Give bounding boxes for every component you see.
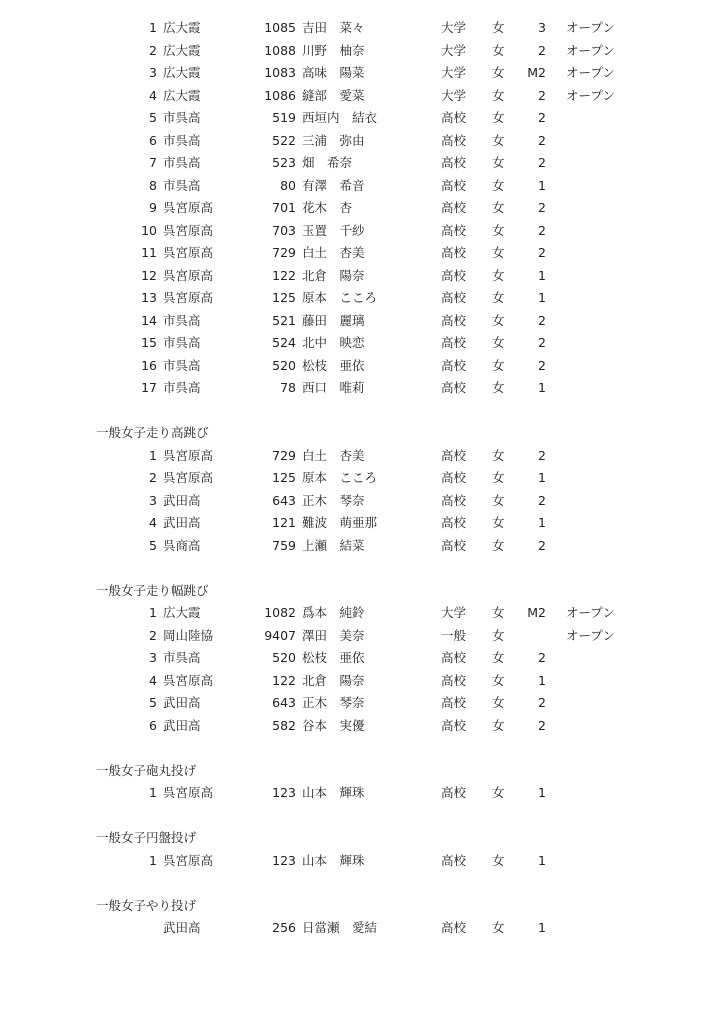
entry-sex: 女 bbox=[492, 335, 505, 350]
event-heading: 一般女子砲丸投げ bbox=[96, 762, 197, 778]
entry-row bbox=[0, 851, 724, 871]
entry-team: 呉宮原高 bbox=[163, 785, 214, 800]
entry-grade: 2 bbox=[538, 335, 546, 350]
entry-team: 呉宮原高 bbox=[163, 245, 214, 260]
entry-name: 正木 琴奈 bbox=[302, 695, 365, 710]
entry-team: 広大霞 bbox=[163, 20, 201, 35]
entry-row bbox=[0, 468, 724, 488]
entry-row bbox=[0, 221, 724, 241]
entry-grade: 1 bbox=[538, 515, 546, 530]
entry-sex: 女 bbox=[492, 717, 505, 733]
entry-category: 高校 bbox=[441, 650, 467, 665]
entry-bib: 519 bbox=[272, 110, 296, 125]
entry-number: 6 bbox=[149, 717, 157, 733]
entry-category: 高校 bbox=[441, 200, 467, 215]
entry-number: 3 bbox=[149, 492, 157, 508]
entry-grade: 2 bbox=[538, 357, 546, 373]
entry-row bbox=[0, 603, 724, 623]
entry-bib: 729 bbox=[272, 447, 296, 463]
entry-bib: 80 bbox=[280, 177, 296, 193]
entry-sex: 女 bbox=[492, 785, 505, 800]
entry-team: 市呉高 bbox=[163, 110, 201, 125]
entry-row bbox=[0, 63, 724, 83]
entry-sex: 女 bbox=[492, 177, 505, 193]
entry-category: 大学 bbox=[441, 20, 467, 35]
entry-grade: 1 bbox=[538, 290, 546, 305]
entry-category: 高校 bbox=[441, 447, 467, 463]
entry-sex: 女 bbox=[492, 605, 505, 620]
entry-number: 6 bbox=[149, 132, 157, 148]
entry-bib: 729 bbox=[272, 245, 296, 260]
entry-sex: 女 bbox=[492, 695, 505, 710]
entry-grade: 2 bbox=[538, 132, 546, 148]
entry-number: 8 bbox=[149, 177, 157, 193]
entry-sex: 女 bbox=[492, 312, 505, 328]
entry-category: 高校 bbox=[441, 357, 467, 373]
entry-note: オープン bbox=[566, 605, 615, 620]
entry-team: 武田高 bbox=[163, 717, 201, 733]
entry-row bbox=[0, 693, 724, 713]
entry-team: 武田高 bbox=[163, 695, 201, 710]
entry-grade: 1 bbox=[538, 177, 546, 193]
entry-grade: 2 bbox=[538, 42, 546, 58]
entry-bib: 582 bbox=[272, 717, 296, 733]
entry-row bbox=[0, 671, 724, 691]
entry-bib: 643 bbox=[272, 492, 296, 508]
entry-sex: 女 bbox=[492, 222, 505, 238]
entry-sex: 女 bbox=[492, 20, 505, 35]
entry-name: 松枝 亜依 bbox=[302, 650, 365, 665]
entry-row bbox=[0, 288, 724, 308]
entry-name: 縫部 愛菜 bbox=[302, 87, 365, 103]
entry-category: 高校 bbox=[441, 515, 467, 530]
entry-name: 白土 杏美 bbox=[302, 245, 365, 260]
entry-category: 高校 bbox=[441, 177, 467, 193]
entry-name: 川野 柚奈 bbox=[302, 42, 365, 58]
entry-number: 2 bbox=[149, 42, 157, 58]
event-heading: 一般女子走り高跳び bbox=[96, 425, 209, 440]
entry-category: 高校 bbox=[441, 492, 467, 508]
entry-team: 武田高 bbox=[163, 920, 201, 935]
entry-row bbox=[0, 41, 724, 61]
entry-row bbox=[0, 18, 724, 38]
entry-number: 3 bbox=[149, 650, 157, 665]
entry-name: 藤田 麗璃 bbox=[302, 312, 365, 328]
entry-bib: 520 bbox=[272, 650, 296, 665]
entry-team: 武田高 bbox=[163, 515, 201, 530]
entry-grade: 2 bbox=[538, 695, 546, 710]
entry-sex: 女 bbox=[492, 42, 505, 58]
entry-bib: 701 bbox=[272, 200, 296, 215]
entry-row bbox=[0, 333, 724, 353]
entry-grade: 2 bbox=[538, 650, 546, 665]
entry-bib: 1082 bbox=[264, 605, 296, 620]
entry-bib: 1086 bbox=[264, 87, 296, 103]
entry-number: 12 bbox=[141, 267, 157, 283]
entry-row bbox=[0, 491, 724, 511]
entry-bib: 123 bbox=[272, 785, 296, 800]
entry-category: 高校 bbox=[441, 920, 467, 935]
entry-grade: M2 bbox=[527, 605, 546, 620]
entry-number: 1 bbox=[149, 852, 157, 868]
entry-team: 呉宮原高 bbox=[163, 470, 214, 485]
entry-team: 市呉高 bbox=[163, 155, 201, 170]
entry-number: 2 bbox=[149, 627, 157, 643]
entry-sex: 女 bbox=[492, 245, 505, 260]
entry-category: 大学 bbox=[441, 605, 467, 620]
entry-name: 白土 杏美 bbox=[302, 447, 365, 463]
event-heading: 一般女子走り幅跳び bbox=[96, 582, 209, 598]
entry-number: 1 bbox=[149, 447, 157, 463]
entry-name: 有澤 希音 bbox=[302, 177, 365, 193]
entry-category: 高校 bbox=[441, 132, 467, 148]
entry-team: 広大霞 bbox=[163, 87, 201, 103]
entry-bib: 524 bbox=[272, 335, 296, 350]
entry-name: 山本 輝珠 bbox=[302, 785, 365, 800]
entry-number: 1 bbox=[149, 20, 157, 35]
entry-sex: 女 bbox=[492, 110, 505, 125]
entry-row bbox=[0, 243, 724, 263]
entry-name: 北倉 陽奈 bbox=[302, 672, 365, 688]
entry-number: 4 bbox=[149, 672, 157, 688]
entry-category: 大学 bbox=[441, 65, 467, 80]
entry-grade: 1 bbox=[538, 380, 546, 395]
entry-note: オープン bbox=[566, 42, 615, 58]
entry-team: 呉商高 bbox=[163, 537, 201, 553]
entry-number: 13 bbox=[141, 290, 157, 305]
entry-row bbox=[0, 131, 724, 151]
entry-sex: 女 bbox=[492, 200, 505, 215]
entry-category: 高校 bbox=[441, 267, 467, 283]
entry-sex: 女 bbox=[492, 65, 505, 80]
entry-team: 呉宮原高 bbox=[163, 672, 214, 688]
entry-category: 高校 bbox=[441, 290, 467, 305]
entry-team: 市呉高 bbox=[163, 357, 201, 373]
entry-team: 広大霞 bbox=[163, 42, 201, 58]
entry-sex: 女 bbox=[492, 290, 505, 305]
entry-category: 高校 bbox=[441, 380, 467, 395]
entry-team: 呉宮原高 bbox=[163, 852, 214, 868]
entry-team: 市呉高 bbox=[163, 312, 201, 328]
entry-sex: 女 bbox=[492, 447, 505, 463]
entry-bib: 759 bbox=[272, 537, 296, 553]
entry-category: 高校 bbox=[441, 672, 467, 688]
entry-category: 高校 bbox=[441, 155, 467, 170]
entry-grade: 2 bbox=[538, 312, 546, 328]
entry-row bbox=[0, 311, 724, 331]
entry-team: 市呉高 bbox=[163, 177, 201, 193]
entry-number: 5 bbox=[149, 110, 157, 125]
entry-name: 北中 映恋 bbox=[302, 335, 365, 350]
entry-grade: 2 bbox=[538, 200, 546, 215]
entry-name: 難波 萌亜那 bbox=[302, 515, 378, 530]
entry-number: 14 bbox=[141, 312, 157, 328]
entry-sex: 女 bbox=[492, 852, 505, 868]
entry-grade: 2 bbox=[538, 492, 546, 508]
entry-grade: 2 bbox=[538, 222, 546, 238]
entry-number: 1 bbox=[149, 785, 157, 800]
entry-row bbox=[0, 716, 724, 736]
entry-name: 松枝 亜依 bbox=[302, 357, 365, 373]
entry-number: 9 bbox=[149, 200, 157, 215]
entry-name: 原本 こころ bbox=[302, 290, 378, 305]
entry-team: 呉宮原高 bbox=[163, 222, 214, 238]
entry-bib: 256 bbox=[272, 920, 296, 935]
entry-number: 2 bbox=[149, 470, 157, 485]
entry-category: 高校 bbox=[441, 335, 467, 350]
entry-sex: 女 bbox=[492, 357, 505, 373]
entry-sex: 女 bbox=[492, 132, 505, 148]
entry-bib: 1085 bbox=[264, 20, 296, 35]
entry-name: 西垣内 結衣 bbox=[302, 110, 378, 125]
entry-name: 吉田 菜々 bbox=[302, 20, 365, 35]
entry-name: 北倉 陽奈 bbox=[302, 267, 365, 283]
entry-grade: 1 bbox=[538, 852, 546, 868]
entry-grade: 1 bbox=[538, 920, 546, 935]
entry-bib: 703 bbox=[272, 222, 296, 238]
entry-sex: 女 bbox=[492, 267, 505, 283]
entry-sex: 女 bbox=[492, 650, 505, 665]
entry-note: オープン bbox=[566, 627, 615, 643]
entry-number: 17 bbox=[141, 380, 157, 395]
entry-bib: 122 bbox=[272, 672, 296, 688]
entry-name: 三浦 弥由 bbox=[302, 132, 365, 148]
entry-grade: 1 bbox=[538, 267, 546, 283]
entry-name: 正木 琴奈 bbox=[302, 492, 365, 508]
entry-team: 岡山陸協 bbox=[163, 627, 214, 643]
entry-number: 1 bbox=[149, 605, 157, 620]
entry-grade: M2 bbox=[527, 65, 546, 80]
entry-bib: 643 bbox=[272, 695, 296, 710]
entry-category: 大学 bbox=[441, 42, 467, 58]
entry-number: 3 bbox=[149, 65, 157, 80]
entry-team: 武田高 bbox=[163, 492, 201, 508]
entry-bib: 522 bbox=[272, 132, 296, 148]
entry-name: 花木 杏 bbox=[302, 200, 353, 215]
entry-number: 4 bbox=[149, 515, 157, 530]
entry-row bbox=[0, 108, 724, 128]
entry-number: 4 bbox=[149, 87, 157, 103]
entry-bib: 523 bbox=[272, 155, 296, 170]
entry-number: 11 bbox=[141, 245, 157, 260]
entry-bib: 123 bbox=[272, 852, 296, 868]
entry-category: 高校 bbox=[441, 312, 467, 328]
entry-category: 高校 bbox=[441, 222, 467, 238]
entry-sex: 女 bbox=[492, 380, 505, 395]
entry-name: 玉置 千紗 bbox=[302, 222, 365, 238]
entry-team: 呉宮原高 bbox=[163, 267, 214, 283]
entry-sex: 女 bbox=[492, 537, 505, 553]
entry-sex: 女 bbox=[492, 155, 505, 170]
entry-row bbox=[0, 176, 724, 196]
entry-row bbox=[0, 783, 724, 803]
entry-bib: 520 bbox=[272, 357, 296, 373]
entry-bib: 125 bbox=[272, 470, 296, 485]
entry-category: 高校 bbox=[441, 695, 467, 710]
entry-grade: 2 bbox=[538, 447, 546, 463]
entry-row bbox=[0, 648, 724, 668]
entry-row bbox=[0, 513, 724, 533]
entry-name: 高味 陽菜 bbox=[302, 65, 365, 80]
entry-sex: 女 bbox=[492, 492, 505, 508]
entry-team: 市呉高 bbox=[163, 335, 201, 350]
entry-sex: 女 bbox=[492, 470, 505, 485]
entry-number: 7 bbox=[149, 155, 157, 170]
entry-bib: 9407 bbox=[264, 627, 296, 643]
event-heading: 一般女子円盤投げ bbox=[96, 830, 197, 845]
entry-category: 高校 bbox=[441, 537, 467, 553]
entry-row bbox=[0, 446, 724, 466]
entry-grade: 2 bbox=[538, 155, 546, 170]
entry-bib: 121 bbox=[272, 515, 296, 530]
entry-name: 谷本 実優 bbox=[302, 717, 365, 733]
entry-row bbox=[0, 356, 724, 376]
entry-sex: 女 bbox=[492, 672, 505, 688]
entry-note: オープン bbox=[566, 20, 615, 35]
entry-grade: 2 bbox=[538, 110, 546, 125]
event-heading: 一般女子やり投げ bbox=[96, 897, 197, 913]
entry-category: 一般 bbox=[441, 627, 467, 643]
entry-sex: 女 bbox=[492, 87, 505, 103]
entry-bib: 122 bbox=[272, 267, 296, 283]
entry-category: 高校 bbox=[441, 470, 467, 485]
entry-team: 呉宮原高 bbox=[163, 200, 214, 215]
entry-category: 高校 bbox=[441, 785, 467, 800]
entry-row bbox=[0, 198, 724, 218]
entry-bib: 521 bbox=[272, 312, 296, 328]
entry-team: 市呉高 bbox=[163, 650, 201, 665]
entry-bib: 125 bbox=[272, 290, 296, 305]
entry-row bbox=[0, 918, 724, 938]
entry-number: 15 bbox=[141, 335, 157, 350]
entry-grade: 2 bbox=[538, 245, 546, 260]
entry-row bbox=[0, 153, 724, 173]
entry-note: オープン bbox=[566, 65, 615, 80]
entry-bib: 78 bbox=[280, 380, 296, 395]
entry-name: 畑 希奈 bbox=[302, 155, 353, 170]
entry-team: 市呉高 bbox=[163, 132, 201, 148]
entry-row bbox=[0, 266, 724, 286]
entry-number: 10 bbox=[141, 222, 157, 238]
entry-sex: 女 bbox=[492, 515, 505, 530]
entry-team: 呉宮原高 bbox=[163, 290, 214, 305]
entry-name: 爲本 純鈴 bbox=[302, 605, 365, 620]
entry-name: 澤田 美奈 bbox=[302, 627, 365, 643]
entry-category: 高校 bbox=[441, 852, 467, 868]
entry-grade: 2 bbox=[538, 87, 546, 103]
entry-note: オープン bbox=[566, 87, 615, 103]
entry-grade: 2 bbox=[538, 717, 546, 733]
entry-row bbox=[0, 378, 724, 398]
entry-number: 16 bbox=[141, 357, 157, 373]
entry-row bbox=[0, 536, 724, 556]
entry-name: 上瀬 結菜 bbox=[302, 537, 365, 553]
entry-category: 高校 bbox=[441, 245, 467, 260]
entry-team: 市呉高 bbox=[163, 380, 201, 395]
entry-name: 西口 唯莉 bbox=[302, 380, 365, 395]
entry-grade: 1 bbox=[538, 785, 546, 800]
entry-category: 高校 bbox=[441, 717, 467, 733]
entry-category: 大学 bbox=[441, 87, 467, 103]
entry-team: 広大霞 bbox=[163, 65, 201, 80]
entry-grade: 1 bbox=[538, 672, 546, 688]
entry-bib: 1083 bbox=[264, 65, 296, 80]
entry-name: 山本 輝珠 bbox=[302, 852, 365, 868]
entry-grade: 1 bbox=[538, 470, 546, 485]
entry-team: 呉宮原高 bbox=[163, 447, 214, 463]
entry-grade: 3 bbox=[538, 20, 546, 35]
entry-grade: 2 bbox=[538, 537, 546, 553]
entry-bib: 1088 bbox=[264, 42, 296, 58]
entry-number: 5 bbox=[149, 537, 157, 553]
entry-name: 日當瀬 愛結 bbox=[302, 920, 378, 935]
entry-sex: 女 bbox=[492, 920, 505, 935]
entry-number: 5 bbox=[149, 695, 157, 710]
entry-sex: 女 bbox=[492, 627, 505, 643]
entry-name: 原本 こころ bbox=[302, 470, 378, 485]
entry-row bbox=[0, 86, 724, 106]
entry-team: 広大霞 bbox=[163, 605, 201, 620]
entry-row bbox=[0, 626, 724, 646]
entry-category: 高校 bbox=[441, 110, 467, 125]
